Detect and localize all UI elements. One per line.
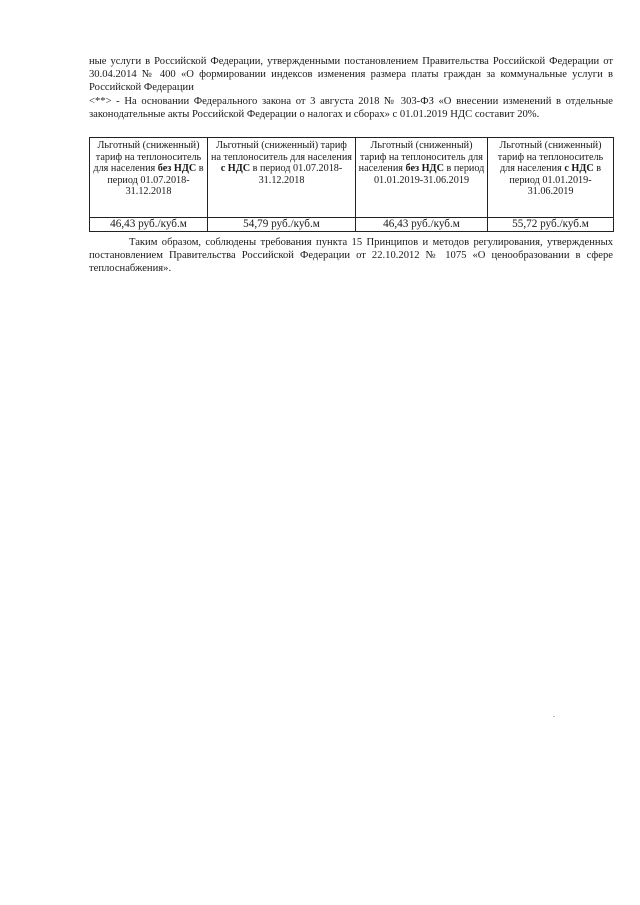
paragraph-intro: ные услуги в Российской Федерации, утвержденными постановлением Правительства Российской Федерации от 30.04.2014 № 400 «О формировании индексов изменения размера платы граждан за коммунальные услуги в Российской Федерации	[89, 56, 613, 93]
table-header-cell: Льготный (сниженный) тариф на теплоноситель для населения без НДС в период 01.01.2019-31.06.2019	[356, 138, 488, 218]
paragraph-vat-note: <**> - На основании Федерального закона от 3 августа 2018 № 303-ФЗ «О внесении изменений в отдельные законодательные акты Российской Федерации о налогах и сборах» с 01.01.2019 НДС составит 20%.	[89, 96, 613, 120]
table-row	[90, 218, 614, 232]
table-value-cell: 46,43 руб./куб.м	[356, 218, 488, 232]
table-header-cell: Льготный (сниженный) тариф на теплоноситель для населения с НДС в период 01.07.2018-31.12.2018	[208, 138, 356, 218]
table-header-cell: Льготный (сниженный) тариф на теплоноситель для населения без НДС в период 01.07.2018-31.12.2018	[90, 138, 208, 218]
table-value-cell: 54,79 руб./куб.м	[208, 218, 356, 232]
paragraph-conclusion: Таким образом, соблюдены требования пункта 15 Принципов и методов регулирования, утвержденных постановлением Правительства Российской Федерации от 22.10.2012 № 1075 «О ценообразовании в сфере теплоснабжения».	[89, 237, 613, 274]
table-value-cell: 55,72 руб./куб.м	[488, 218, 614, 232]
table-header-row	[90, 138, 614, 218]
table-header-cell: Льготный (сниженный) тариф на теплоноситель для населения с НДС в период 01.01.2019-31.06.2019	[488, 138, 614, 218]
scan-speck	[553, 716, 555, 717]
tariff-table	[89, 137, 614, 232]
table-value-cell: 46,43 руб./куб.м	[90, 218, 208, 232]
